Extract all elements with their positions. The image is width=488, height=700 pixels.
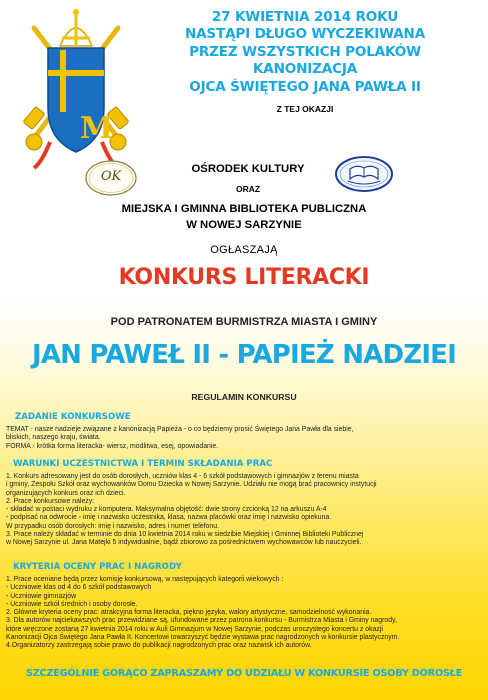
patronage-text: POD PATRONATEM BURMISTRZA MIASTA I GMINY: [110, 316, 378, 328]
organizer-library-line-1: MIEJSKA I GMINNA BIBLIOTEKA PUBLICZNA: [121, 203, 367, 215]
section-task-body: [6, 426, 484, 451]
body-line: - Uczniowie gimnazjów: [6, 592, 77, 600]
header-line-1: 27 KWIETNIA 2014 ROKU: [211, 9, 399, 25]
body-line: 3. Dla autorów najciekawszych prac przewidziane są, ufundowane przez patrona konkursu - Burmistrza Miasta i Gminy nagrody,: [6, 617, 397, 625]
header-line-2: NASTĄPI DŁUGO WYCZEKIWANA: [184, 26, 426, 42]
body-line: 3. Prace należy składać w terminie do dnia 10 kwietnia 2014 roku w siedzibie Miejskiej i Gminnej Biblioteki Publicznej: [6, 531, 364, 539]
body-line: 1. Prace oceniane będą przez komisję konkursową, w następujących kategorii wiekowych :: [6, 576, 284, 583]
footer-invitation: SZCZEGÓLNIE GORĄCO ZAPRASZAMY DO UDZIAŁU W KONKURSIE OSOBY DOROSŁE: [25, 668, 463, 679]
svg-text:M: M: [80, 111, 114, 146]
conjunction-text: ORAZ: [235, 184, 261, 194]
body-line: które wręczone zostaną 27 kwietnia 2014 roku w Auli Gimnazjum w Nowej Sarzynie, podczas uroczystego koncertu z okazji: [6, 625, 383, 633]
library-book-logo: [334, 155, 394, 193]
body-line: - składać w postaci wydruku z komputera. Maksymalna objętość: dwie strony czcionką 12 na arkuszu A-4: [6, 506, 327, 514]
body-line: bliskich, naszego kraju, świata.: [6, 434, 101, 442]
body-line: 2. Prace konkursowe należy:: [6, 497, 95, 505]
body-line: 1. Konkurs adresowany jest do osób dorosłych, uczniów klas 4 - 6 szkół podstawowych i gimnazjów z terenu miasta: [6, 473, 359, 480]
organizer-cultural-center: OŚRODEK KULTURY: [191, 163, 305, 175]
body-line: - podpisać na odwrocie - imię i nazwisko uczestnika, klasa, nazwa placówki oraz imię i nazwisko opiekuna.: [6, 514, 332, 522]
header-line-4: KANONIZACJA: [252, 61, 358, 77]
body-line: Kanonizacji Ojca Świętego Jana Pawła II. Koncertowi towarzyszyć będzie wystawa prac nagrodzonych w konkursie plastycznym.: [6, 634, 400, 642]
header-line-3: PRZEZ WSZYSTKICH POLAKÓW: [189, 44, 421, 60]
body-line: organizujących konkurs oraz ich dzieci.: [6, 489, 126, 497]
section-criteria-body: [6, 576, 484, 651]
header-line-5: OJCA ŚWIĘTEGO JANA PAWŁA II: [189, 79, 421, 95]
announce-text: OGŁASZAJĄ: [210, 244, 278, 256]
body-line: TEMAT - nasze nadzieje związane z kanonizacją Papieża - o co będziemy prosić Świętego Jana Pawła dla siebie,: [6, 426, 354, 433]
body-line: FORMA - krótka forma literacka- wiersz, modlitwa, esej, opowiadanie.: [6, 442, 219, 450]
body-line: w Nowej Sarzynie ul. Jana Matejki 5 indywidualnie, bądź zbiorowo za pośrednictwem wychowawców lub nauczycieli.: [6, 539, 362, 547]
section-criteria-title: KRYTERIA OCENY PRAC I NAGRODY: [13, 562, 182, 572]
body-line: i gminy, Zespołu Szkół oraz wychowanków Domu Dziecka w Nowej Sarzynie. Udziału nie mogą brać pracownicy instytucji: [6, 481, 377, 489]
body-line: 2. Główne kryteria oceny prac: atrakcyjna forma literacka, piękno języka, walory artystyczne, samodzielność wykonania.: [6, 609, 372, 617]
coat-of-arms-icon: [20, 2, 132, 170]
ok-logo: [84, 158, 138, 198]
contest-theme: JAN PAWEŁ II - PAPIEŻ NADZIEI: [31, 340, 457, 370]
ok-logo-text: OK: [100, 169, 122, 184]
intro-text: Z TEJ OKAZJI: [276, 104, 334, 114]
body-line: - Uczniowie klas od 4 do 6 szkół podstawowych: [6, 584, 152, 592]
contest-title: KONKURS LITERACKI: [118, 265, 370, 290]
section-conditions-title: WARUNKI UCZESTNICTWA I TERMIN SKŁADANIA PRAC: [13, 459, 273, 469]
body-line: - Uczniowie szkół średnich i osoby dorosłe.: [6, 600, 138, 608]
body-line: 4.Organizatorzy zastrzegają sobie prawo do publikacji nagrodzonych prac oraz nazwisk ich autorów.: [6, 642, 312, 650]
section-task-title: ZADANIE KONKURSOWE: [15, 412, 131, 422]
rules-heading: REGULAMIN KONKURSU: [191, 392, 297, 402]
body-line: W przypadku osób dorosłych: imię i nazwisko, adres i numer telefonu.: [6, 522, 219, 530]
organizer-library-line-2: W NOWEJ SARZYNIE: [186, 219, 302, 231]
section-conditions-body: [6, 473, 484, 548]
